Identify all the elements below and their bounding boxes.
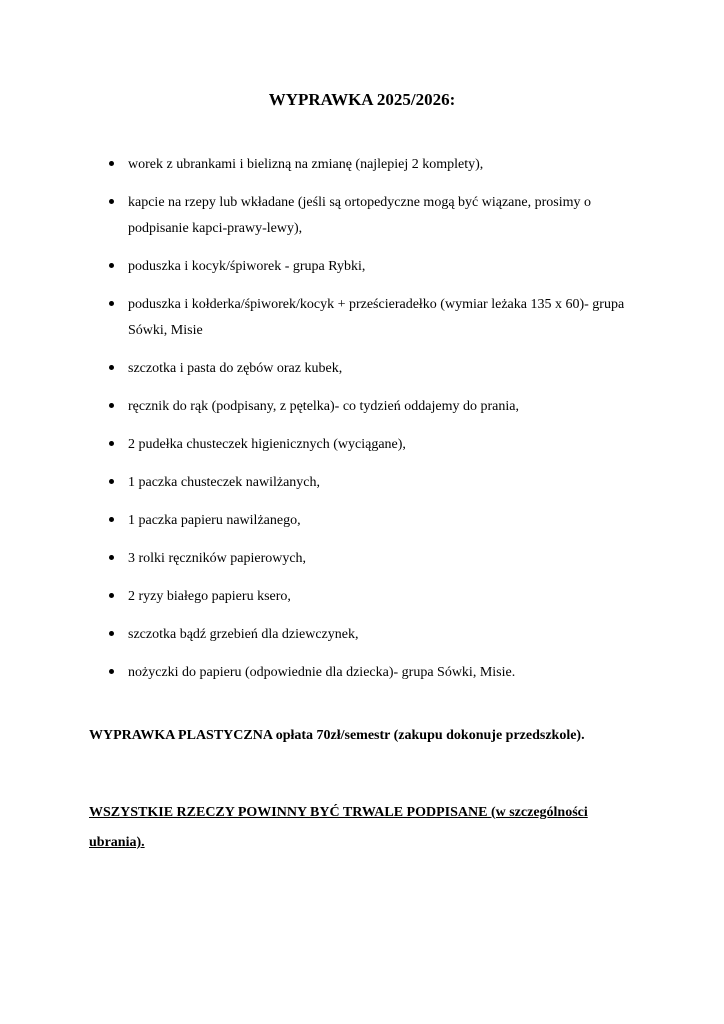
bullet-icon (109, 161, 114, 166)
bullet-icon (109, 479, 114, 484)
list-item (98, 190, 638, 242)
list-item-text: 2 ryzy białego papieru ksero, (128, 589, 291, 604)
bullet-icon (109, 441, 114, 446)
list-item (98, 470, 638, 496)
list-item (98, 394, 638, 420)
bullet-icon (109, 263, 114, 268)
bullet-icon (109, 593, 114, 598)
list-item-text: 3 rolki ręczników papierowych, (128, 551, 307, 566)
list-item-text: 1 paczka chusteczek nawilżanych, (128, 475, 321, 490)
supplies-list (98, 152, 638, 698)
list-item (98, 660, 638, 686)
list-item (98, 584, 638, 610)
bullet-icon (109, 199, 114, 204)
bullet-icon (109, 365, 114, 370)
list-item-text: worek z ubrankami i bielizną na zmianę (najlepiej 2 komplety), (128, 157, 484, 172)
list-item-text: 2 pudełka chusteczek higienicznych (wyciągane), (128, 437, 406, 452)
list-item-text: kapcie na rzepy lub wkładane (jeśli są ortopedyczne mogą być wiązane, prosimy o podpisanie kapci-prawy-lewy), (128, 195, 591, 236)
list-item-text: poduszka i kołderka/śpiworek/kocyk + prześcieradełko (wymiar leżaka 135 x 60)- grupa Sówki, Misie (128, 297, 625, 338)
list-item (98, 292, 638, 344)
list-item-text: 1 paczka papieru nawilżanego, (128, 513, 301, 528)
list-item-text: poduszka i kocyk/śpiworek - grupa Rybki, (128, 259, 366, 274)
bullet-icon (109, 517, 114, 522)
bullet-icon (109, 301, 114, 306)
list-item-text: ręcznik do rąk (podpisany, z pętelka)- co tydzień oddajemy do prania, (128, 399, 519, 414)
list-item (98, 356, 638, 382)
bullet-icon (109, 669, 114, 674)
list-item (98, 152, 638, 178)
bullet-icon (109, 403, 114, 408)
list-item (98, 432, 638, 458)
list-item-text: nożyczki do papieru (odpowiednie dla dziecka)- grupa Sówki, Misie. (128, 665, 516, 680)
labeling-note: WSZYSTKIE RZECZY POWINNY BYĆ TRWALE PODPISANE (w szczególności ubrania). (89, 805, 588, 850)
list-item (98, 546, 638, 572)
list-item (98, 622, 638, 648)
list-item-text: szczotka i pasta do zębów oraz kubek, (128, 361, 343, 376)
bullet-icon (109, 631, 114, 636)
list-item (98, 254, 638, 280)
page-title: WYPRAWKA 2025/2026: (268, 90, 456, 109)
list-item-text: szczotka bądź grzebień dla dziewczynek, (128, 627, 359, 642)
list-item (98, 508, 638, 534)
bullet-icon (109, 555, 114, 560)
art-supplies-note: WYPRAWKA PLASTYCZNA opłata 70zł/semestr (zakupu dokonuje przedszkole). (89, 728, 585, 743)
